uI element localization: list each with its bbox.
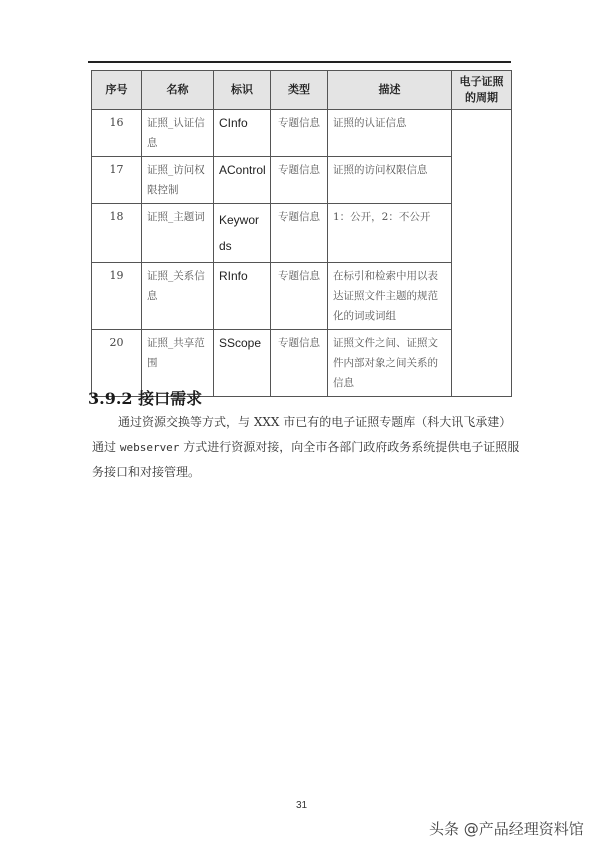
col-header-no: 序号 — [92, 71, 142, 110]
col-header-period: 电子证照的周期 — [452, 71, 512, 110]
cell-no: 16 — [92, 110, 142, 157]
paragraph-text-part2: 方式进行资源对接，向全市各部门政府政务系统提供电子证照服务接口和对接管理。 — [92, 440, 520, 479]
cell-desc: 1：公开，2：不公开 — [328, 204, 452, 263]
table-row — [92, 110, 512, 157]
watermark: 头条 @产品经理资料馆 — [429, 820, 584, 838]
cell-desc: 证照文件之间、证照文件内部对象之间关系的信息 — [328, 330, 452, 397]
cell-desc: 在标引和检索中用以表达证照文件主题的规范化的词或词组 — [328, 263, 452, 330]
col-header-name: 名称 — [142, 71, 214, 110]
table-row — [92, 263, 512, 330]
cell-type: 专题信息 — [271, 204, 328, 263]
cell-type: 专题信息 — [271, 263, 328, 330]
cell-type: 专题信息 — [271, 157, 328, 204]
cell-type: 专题信息 — [271, 110, 328, 157]
cell-no: 19 — [92, 263, 142, 330]
table-row — [92, 204, 512, 263]
cell-name: 证照_认证信息 — [142, 110, 214, 157]
paragraph-text — [92, 410, 522, 485]
col-header-code: 标识 — [214, 71, 271, 110]
page-number: 31 — [296, 800, 308, 811]
cell-name: 证照_共享范围 — [142, 330, 214, 397]
cell-desc: 证照的访问权限信息 — [328, 157, 452, 204]
cell-code: RInfo — [214, 263, 271, 330]
cell-code: CInfo — [214, 110, 271, 157]
col-header-type: 类型 — [271, 71, 328, 110]
header-rule — [88, 61, 511, 63]
section-heading: 3.9.2 接口需求 — [88, 389, 203, 408]
cell-period — [452, 110, 512, 397]
cell-code: AControl — [214, 157, 271, 204]
cell-name: 证照_关系信息 — [142, 263, 214, 330]
cell-code: SScope — [214, 330, 271, 397]
section-paragraph — [92, 410, 522, 485]
cell-no: 17 — [92, 157, 142, 204]
cell-desc: 证照的认证信息 — [328, 110, 452, 157]
cell-no: 20 — [92, 330, 142, 397]
col-header-desc: 描述 — [328, 71, 452, 110]
paragraph-text-part1: 通过资源交换等方式，与 XXX 市已有的电子证照专题库（科大讯飞承建）通过 — [92, 415, 512, 454]
cell-name: 证照_主题词 — [142, 204, 214, 263]
cell-type: 专题信息 — [271, 330, 328, 397]
table-row — [92, 157, 512, 204]
cell-no: 18 — [92, 204, 142, 263]
paragraph-code-term: webserver — [119, 441, 180, 454]
cell-name: 证照_访问权限控制 — [142, 157, 214, 204]
table-header-row — [92, 71, 512, 110]
data-table — [91, 70, 512, 397]
cell-code: Keywords — [214, 204, 271, 263]
